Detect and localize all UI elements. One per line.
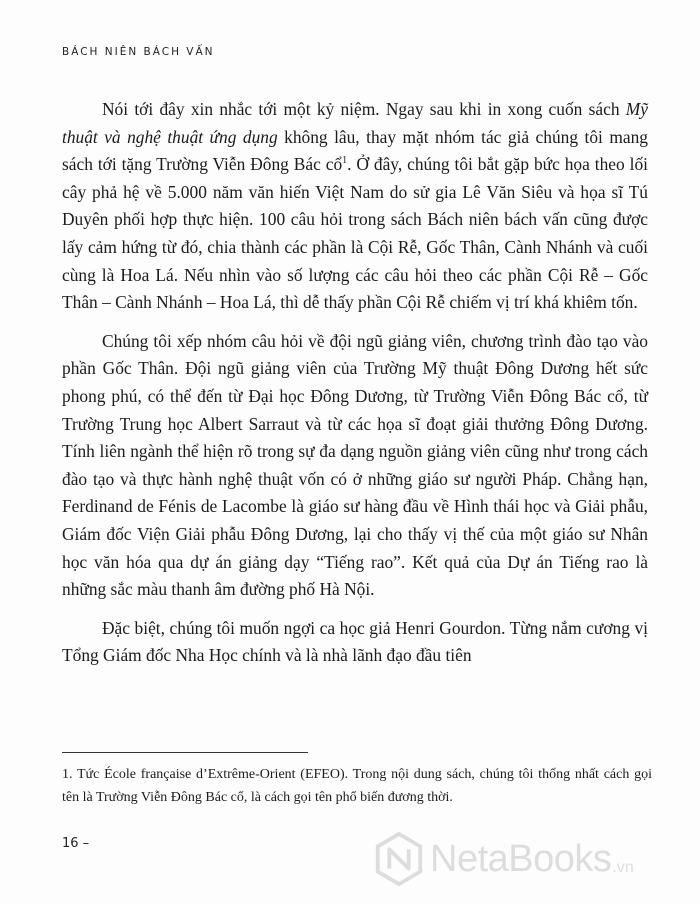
watermark-suffix: .vn <box>612 859 634 876</box>
watermark-brand: NetaBooks <box>430 837 612 880</box>
paragraph-2: Chúng tôi xếp nhóm câu hỏi về đội ngũ giảng viên, chương trình đào tạo vào phần Gốc Thân. Đội ngũ giảng viên của Trường Mỹ thuật Đông Dương hết sức phong phú, có thể đến từ Đại học Đông Dương, từ Trường Viễn Đông Bác cổ, từ Trường Trung học Albert Sarraut và từ các họa sĩ đoạt giải thưởng Đông Dương. Tính liên ngành thể hiện rõ trong sự đa dạng nguồn giảng viên cũng như trong cách đào tạo và thực hành nghệ thuật vốn có ở những giáo sư người Pháp. Chẳng hạn, Ferdinand de Fénis de Lacombe là giáo sư hàng đầu về Hình thái học và Giải phẫu, Giám đốc Viện Giải phẫu Đông Dương, lại cho thấy vị thế của một giáo sư Nhân học văn hóa qua dự án giảng dạy “Tiếng rao”. Kết quả của Dự án Tiếng rao là những sắc màu thanh âm đường phố Hà Nội. <box>62 330 648 600</box>
netabooks-logo-icon <box>370 830 428 888</box>
paragraph-1-text-a: Nói tới đây xin nhắc tới một kỷ niệm. Ngay sau khi in xong cuốn sách <box>102 99 626 119</box>
page-number: 16 – <box>62 836 90 851</box>
paragraph-3: Đặc biệt, chúng tôi muốn ngợi ca học giả Henri Gourdon. Từng nắm cương vị Tổng Giám đốc Nha Học chính và là nhà lãnh đạo đầu tiên <box>62 617 648 666</box>
paragraph-1-text-c: . Ở đây, chúng tôi bắt gặp bức họa theo lối cây phả hệ về 5.000 năm văn hiến Việt Nam do sử gia Lê Văn Siêu và họa sĩ Tú Duyên phối hợp thực hiện. 100 câu hỏi trong sách Bách niên bách vấn cũng được lấy cảm hứng từ đó, chia thành các phần là Cội Rễ, Gốc Thân, Cành Nhánh và cuối cùng là Hoa Lá. Nếu nhìn vào số lượng các câu hỏi theo các phần Cội Rễ – Gốc Thân – Cành Nhánh – Hoa Lá, thì dễ thấy phần Cội Rễ chiếm vị trí khá khiêm tốn. <box>62 154 648 313</box>
footnote-reference[interactable]: 1 <box>342 155 348 167</box>
netabooks-watermark <box>370 829 680 889</box>
paragraph-1-text-b: không lâu, thay mặt nhóm tác giả chúng tôi mang sách tới tặng Trường Viễn Đông Bác cổ <box>62 126 648 175</box>
body-text <box>62 96 648 681</box>
book-title-italic: Mỹ thuật và nghệ thuật ứng dụng <box>62 99 648 147</box>
paragraph-1 <box>62 96 648 317</box>
running-title: BÁCH NIÊN BÁCH VẤN <box>62 46 215 58</box>
footnote-divider <box>62 752 308 753</box>
footnote: 1. Tức École française d’Extrême-Orient (EFEO). Trong nội dung sách, chúng tôi thống nhất cách gọi tên là Trường Viễn Đông Bác cổ, là cách gọi tên phổ biến đương thời. <box>62 767 652 805</box>
